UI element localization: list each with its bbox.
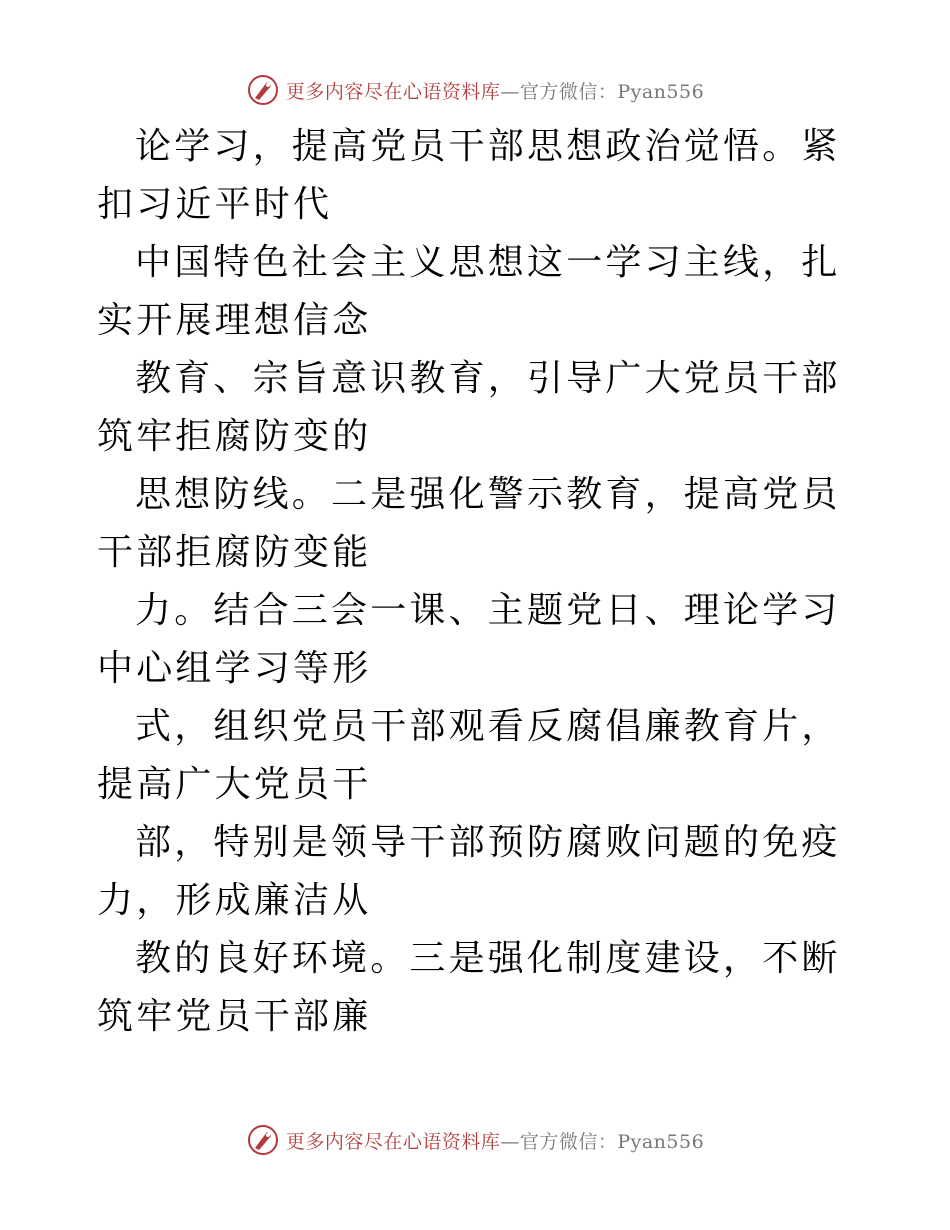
watermark-main: 更多内容尽在心语资料库 xyxy=(285,80,501,103)
watermark-dash: — xyxy=(500,80,520,103)
paragraph-line: 力。结合三会一课、主题党日、理论学习中心组学习等形 xyxy=(97,590,841,689)
pen-nib-logo-icon xyxy=(246,1123,280,1157)
watermark-dash: — xyxy=(500,1130,520,1153)
paragraph-line: 教育、宗旨意识教育，引导广大党员干部筑牢拒腐防变的 xyxy=(97,358,841,457)
paragraph-line: 部，特别是领导干部预防腐败问题的免疫力，形成廉洁从 xyxy=(97,822,841,921)
paragraph-line: 教的良好环境。三是强化制度建设，不断筑牢党员干部廉 xyxy=(97,938,841,1037)
watermark-sub: 官方微信：Pyan556 xyxy=(519,80,705,103)
paragraph-line: 思想防线。二是强化警示教育，提高党员干部拒腐防变能 xyxy=(97,474,841,573)
paragraph-line: 式，组织党员干部观看反腐倡廉教育片，提高广大党员干 xyxy=(97,706,841,805)
watermark-text xyxy=(286,1127,704,1154)
watermark-main: 更多内容尽在心语资料库 xyxy=(285,1130,501,1153)
watermark-sub: 官方微信：Pyan556 xyxy=(519,1130,705,1153)
footer-watermark xyxy=(0,1120,950,1160)
header-watermark xyxy=(0,70,950,110)
pen-nib-logo-icon xyxy=(246,73,280,107)
paragraph-line: 中国特色社会主义思想这一学习主线，扎实开展理想信念 xyxy=(97,242,841,341)
document-body xyxy=(97,118,857,1046)
paragraph-line: 论学习，提高党员干部思想政治觉悟。紧扣习近平时代 xyxy=(97,126,841,225)
watermark-text xyxy=(286,77,704,104)
